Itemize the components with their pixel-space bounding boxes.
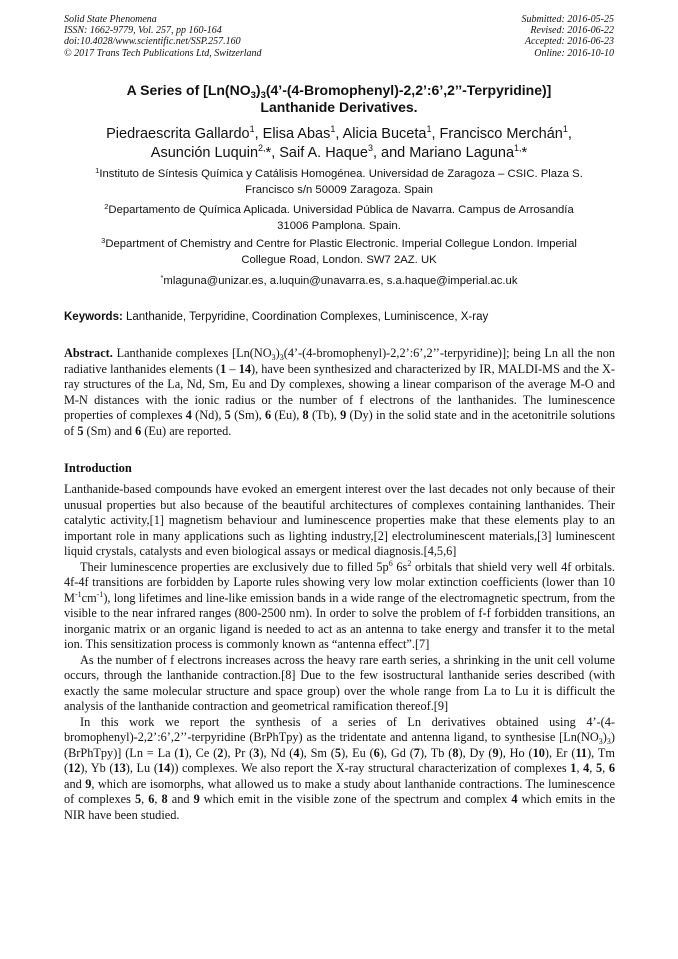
affiliation-3: $^3$Department of Chemistry and Centre for Plastic Electronic. Imperial Collegue London. Imperial Collegue Road, London. SW7 2AZ. UK bbox=[101, 236, 577, 266]
intro-paragraph-2: Their luminescence properties are exclusively due to filled $5p^6$ $6s^2$ orbitals that shield very well 4f orbitals. 4f-4f transitions are forbidden by Laporte rules showing very low molar extinction coefficients (lower than 10 $M^{-1}cm^{-1}$), long lifetimes and line-like emission bands in a wide range of the electromagnetic spectrum, from the visible to the near infrared ranges (800-2500 nm). In order to solve the problem of f-f forbidden transitions, an inorganic matrix or an organic ligand is needed to act as an antenna to take energy and transfer it to the metal ion. This sensitization process is commonly known as “antenna effect”.[7] bbox=[64, 558, 615, 651]
issn: ISSN: 1662-9779, Vol. 257, pp 160-164 bbox=[64, 25, 222, 37]
introduction-body bbox=[64, 482, 615, 823]
accepted-date: Accepted: 2016-06-23 bbox=[524, 36, 614, 48]
intro-paragraph-1: Lanthanide-based compounds have evoked an emergent interest over the last decades not only because of their unusual properties but also because of the beautiful architectures of complexes containing lanthanides. Their catalytic activity,[1] magnetism behaviour and luminescence properties make that these elements play to an important role in many applications such as lighting industry,[2] electroluminescent materials,[3] luminescent liquid crystals, catalysts and even biological assays or medical diagnosis.[4,5,6] bbox=[64, 482, 615, 558]
intro-paragraph-4: In this work we report the synthesis of a series of Ln derivatives obtained using 4’-(4-bromophenyl)-2,2’:6’,2’’-terpyridine (BrPhTpy) as the tridentate and antenna ligand, to synthesise $[Ln(NO_3)_3)(BrPhTpy)] (Ln = La$ (1), Ce (2), Pr (3), Nd (4), Sm (5), Eu (6), Gd (7), Tb (8), Dy (9), Ho (10), Er (11), Tm (12), Yb (13), Lu (14)) complexes. We also report the X-ray structural characterization of complexes 1, 4, 5, 6 and 9, which are isomorphs, what allowed us to make a study about lanthanide contractions. The luminescence of complexes 5, 6, 8 and 9 which emit in the visible zone of the spectrum and complex 4 which emits in the NIR have been studied. bbox=[64, 714, 616, 822]
abstract: Abstract. Lanthanide complexes $[Ln(NO_3)_3(4’-(4-bromophenyl)-2,2’:6’,2’’-terpyridine)]$; being Ln all the non radiative lanthanides elements (1 – 14), have been synthesized and characterized by IR, MALDI-MS and the X-ray structures of the La, Nd, Sm, Eu and Dy complexes, showing a linear comparison of the average M-O and M-N distances with the ionic radius or the number of f electrons of the lanthanides. The luminescence properties of complexes 4 (Nd), 5 (Sm), 6 (Eu), 8 (Tb), 9 (Dy) in the solid state and in the acetonitrile solutions of 5 (Sm) and 6 (Eu) are reported. bbox=[64, 346, 616, 438]
paper-title: A Series of $[Ln(NO_3)_3(4’-(4-Bromophenyl)-2,2’:6’,2’’-Terpyridine)]$ Lanthanide Derivatives. bbox=[126, 82, 552, 115]
journal-name: Solid State Phenomena bbox=[64, 14, 157, 25]
revised-date: Revised: 2016-06-22 bbox=[530, 25, 614, 37]
copyright: © 2017 Trans Tech Publications Ltd, Switzerland bbox=[64, 47, 262, 59]
doi: doi:10.4028/www.scientific.net/SSP.257.160 bbox=[64, 36, 241, 48]
section-heading-introduction: Introduction bbox=[64, 461, 132, 475]
online-date: Online: 2016-10-10 bbox=[534, 47, 614, 59]
affiliation-2: $^2$Departamento de Química Aplicada. Universidad Pública de Navarra. Campus de Arrosandía 31006 Pamplona. Spain. bbox=[104, 202, 574, 232]
affiliation-1: $^1$Instituto de Síntesis Química y Catálisis Homogénea. Universidad de Zaragoza – CSIC. Plaza S. Francisco s/n 50009 Zaragoza. Spain bbox=[95, 166, 583, 196]
intro-paragraph-3: As the number of f electrons increases across the heavy rare earth series, a shrinking in the unit cell volume occurs, through the lanthanide contraction.[8] Due to the few isostructural lanthanide series described (with exactly the same molecular structure and space group) over the whole range from La to Lu it is difficult the analysis of the lanthanide contraction and geometrical ramification thereof.[9] bbox=[64, 652, 615, 713]
author-list: Piedraescrita Gallardo$^1$, Elisa Abas$^1$, Alicia Buceta$^1$, Francisco Merchán$^1$, Asunción Luquin$^{2,}$*, Saif A. Haque$^3$, and Mariano Laguna$^{1,}$* bbox=[106, 124, 572, 161]
journal-info bbox=[64, 14, 262, 59]
submission-dates bbox=[522, 14, 615, 59]
keywords: Keywords: Lanthanide, Terpyridine, Coordination Complexes, Luminiscence, X-ray bbox=[64, 311, 489, 323]
contact-emails: *mlaguna@unizar.es, a.luquin@unavarra.es, s.a.haque@imperial.ac.uk bbox=[160, 273, 518, 287]
submitted-date: Submitted: 2016-05-25 bbox=[521, 14, 614, 25]
